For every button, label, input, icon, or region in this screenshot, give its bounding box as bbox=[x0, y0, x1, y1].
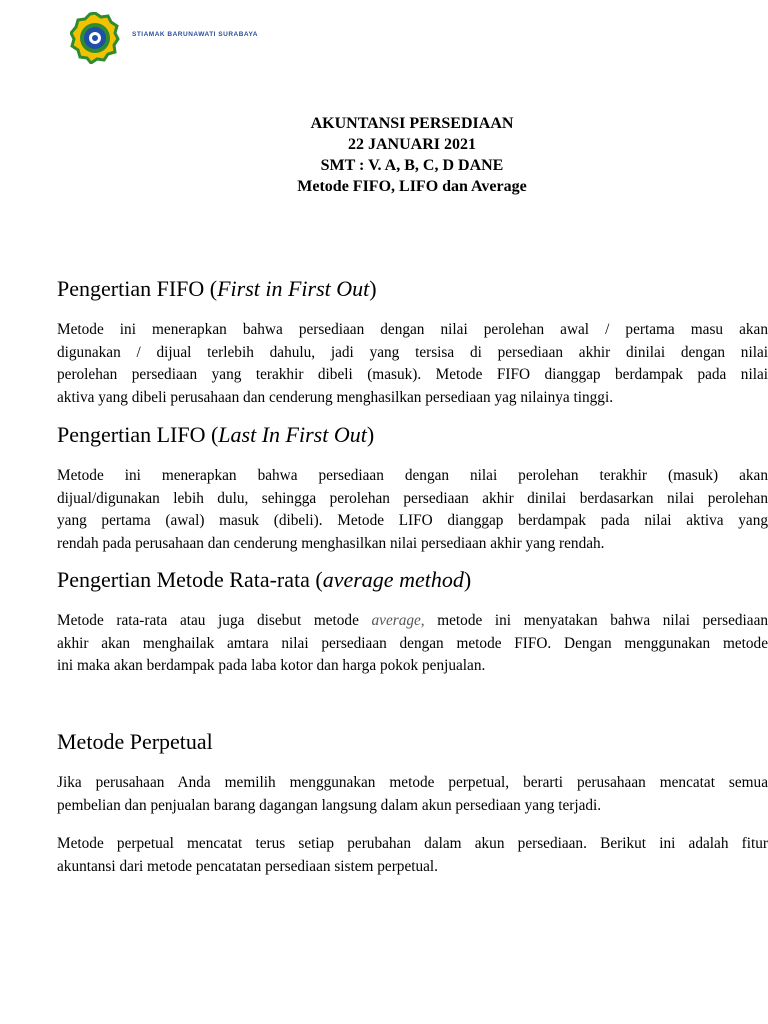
paragraph-line: akhir akan menghailak amtara nilai persediaan dengan metode FIFO. Dengan menggunakan metode bbox=[57, 634, 768, 652]
paragraph-line: dijual/digunakan lebih dulu, sehingga perolehan persediaan akhir dinilai berdasarkan nilai perolehan bbox=[57, 489, 768, 507]
paragraph-line: aktiva yang dibeli perusahaan dan cenderung menghasilkan persediaan yag nilainya tinggi. bbox=[57, 388, 614, 406]
paragraph-fifo bbox=[57, 319, 768, 409]
paragraph-line: Metode ini menerapkan bahwa persediaan dengan nilai perolehan terakhir (masuk) akan bbox=[57, 467, 768, 484]
paragraph-line: pembelian dan penjualan barang dagangan langsung dalam akun persediaan yang terjadi. bbox=[57, 796, 602, 814]
paragraph-line: yang pertama (awal) masuk (dibeli). Metode LIFO dianggap berdampak pada nilai aktiva yang bbox=[57, 512, 768, 530]
heading-average: Pengertian Metode Rata-rata (average method) bbox=[57, 567, 472, 592]
paragraph-line: rendah pada perusahaan dan cenderung menghasilkan nilai persediaan akhir yang rendah. bbox=[57, 534, 605, 552]
paragraph-line: Metode ini menerapkan bahwa persediaan dengan nilai perolehan awal / pertama masu akan bbox=[57, 321, 768, 338]
document-title-block bbox=[0, 113, 768, 197]
paragraph-line: Metode perpetual mencatat terus setiap perubahan dalam akun persediaan. Berikut ini adalah fitur bbox=[57, 835, 768, 852]
title-line-2: 22 JANUARI 2021 bbox=[348, 136, 476, 153]
paragraph-lifo bbox=[57, 465, 768, 555]
paragraph-line: Jika perusahaan Anda memilih menggunakan metode perpetual, berarti perusahaan mencatat semua bbox=[57, 774, 768, 791]
heading-fifo: Pengertian FIFO (First in First Out) bbox=[57, 276, 377, 301]
institution-name: STIAMAK BARUNAWATI SURABAYA bbox=[132, 31, 258, 38]
paragraph-perpetual-2 bbox=[57, 833, 768, 878]
institution-logo-icon bbox=[70, 12, 120, 64]
paragraph-line: digunakan / dijual terlebih dahulu, jadi yang tersisa di persediaan akhir dinilai dengan nilai bbox=[57, 343, 768, 361]
paragraph-line: Metode rata-rata atau juga disebut metode average, metode ini menyatakan bahwa nilai persediaan bbox=[57, 612, 768, 629]
paragraph-perpetual-1 bbox=[57, 772, 768, 817]
title-line-3: SMT : V. A, B, C, D DANE bbox=[320, 157, 504, 174]
average-term: average, bbox=[371, 612, 425, 629]
title-line-1: AKUNTANSI PERSEDIAAN bbox=[310, 115, 514, 132]
paragraph-line: perolehan persediaan yang terakhir dibeli (masuk). Metode FIFO dianggap berdampak pada nilai bbox=[57, 366, 768, 384]
paragraph-average bbox=[57, 610, 768, 678]
title-line-4: Metode FIFO, LIFO dan Average bbox=[297, 178, 527, 195]
paragraph-line: ini maka akan berdampak pada laba kotor dan harga pokok penjualan. bbox=[57, 657, 486, 675]
heading-perpetual: Metode Perpetual bbox=[57, 729, 213, 754]
heading-lifo: Pengertian LIFO (Last In First Out) bbox=[57, 422, 375, 447]
paragraph-line: akuntansi dari metode pencatatan persediaan sistem perpetual. bbox=[57, 857, 438, 875]
